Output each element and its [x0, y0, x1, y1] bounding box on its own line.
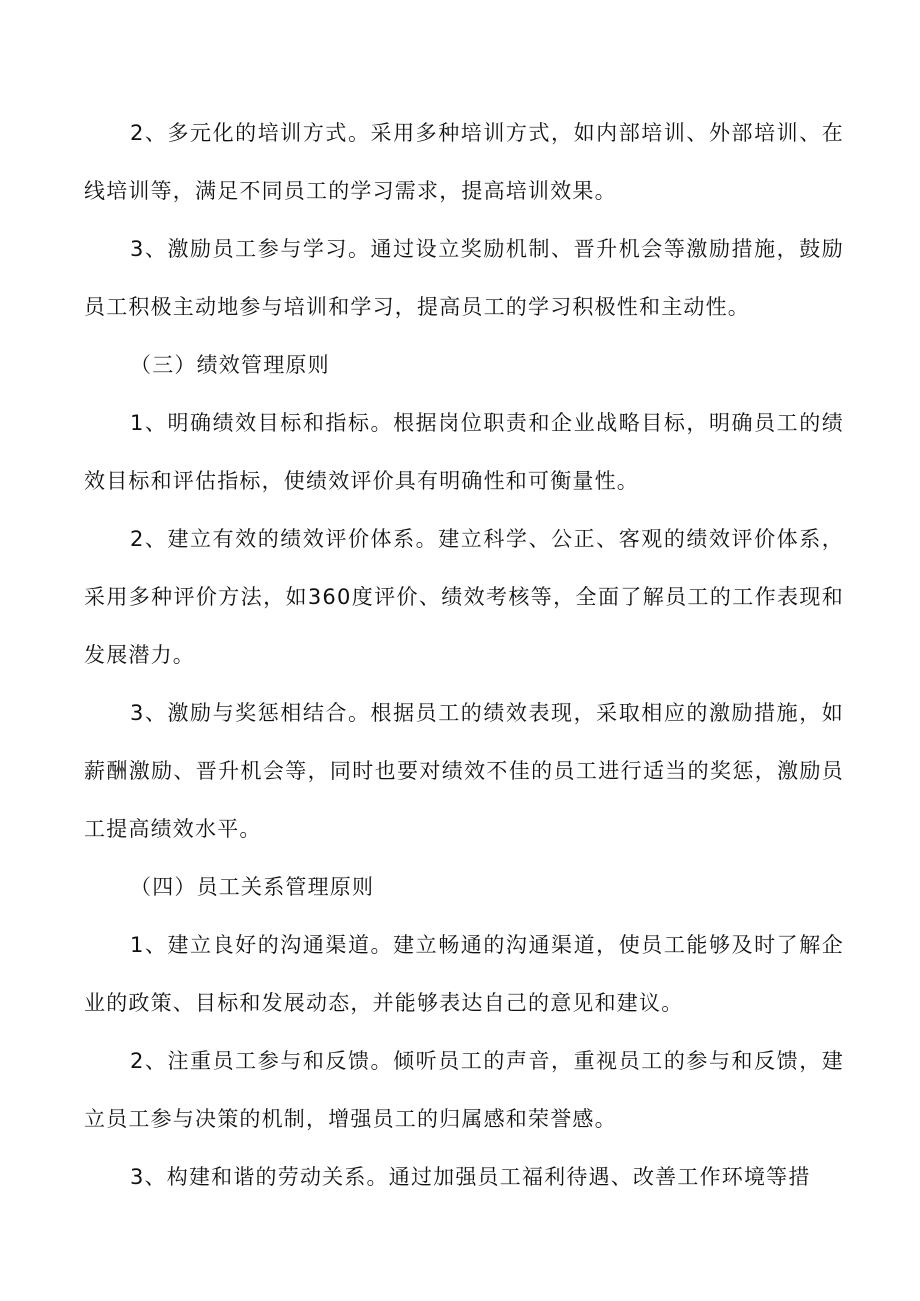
section-heading-performance: （三）绩效管理原则 — [130, 353, 330, 377]
paragraph-performance-goals: 1、明确绩效目标和指标。根据岗位职责和企业战略目标，明确员工的绩效目标和评估指标，使绩效评价具有明确性和可衡量性。 — [84, 411, 844, 493]
paragraph-labor-relations: 3、构建和谐的劳动关系。通过加强员工福利待遇、改善工作环境等措 — [130, 1165, 811, 1189]
paragraph-participation-feedback: 2、注重员工参与和反馈。倾听员工的声音，重视员工的参与和反馈，建立员工参与决策的机制，增强员工的归属感和荣誉感。 — [84, 1049, 844, 1131]
document-body — [84, 104, 844, 1206]
paragraph-learning-incentives: 3、激励员工参与学习。通过设立奖励机制、晋升机会等激励措施，鼓励员工积极主动地参与培训和学习，提高员工的学习积极性和主动性。 — [84, 237, 844, 319]
paragraph-evaluation-system: 2、建立有效的绩效评价体系。建立科学、公正、客观的绩效评价体系，采用多种评价方法，如360度评价、绩效考核等，全面了解员工的工作表现和发展潜力。 — [84, 527, 844, 667]
paragraph-training-methods: 2、多元化的培训方式。采用多种培训方式，如内部培训、外部培训、在线培训等，满足不同员工的学习需求，提高培训效果。 — [84, 121, 844, 203]
section-heading-employee-relations: （四）员工关系管理原则 — [130, 875, 375, 899]
paragraph-rewards-penalties: 3、激励与奖惩相结合。根据员工的绩效表现，采取相应的激励措施，如薪酬激励、晋升机会等，同时也要对绩效不佳的员工进行适当的奖惩，激励员工提高绩效水平。 — [84, 701, 844, 841]
paragraph-communication-channels: 1、建立良好的沟通渠道。建立畅通的沟通渠道，使员工能够及时了解企业的政策、目标和发展动态，并能够表达自己的意见和建议。 — [84, 933, 844, 1015]
